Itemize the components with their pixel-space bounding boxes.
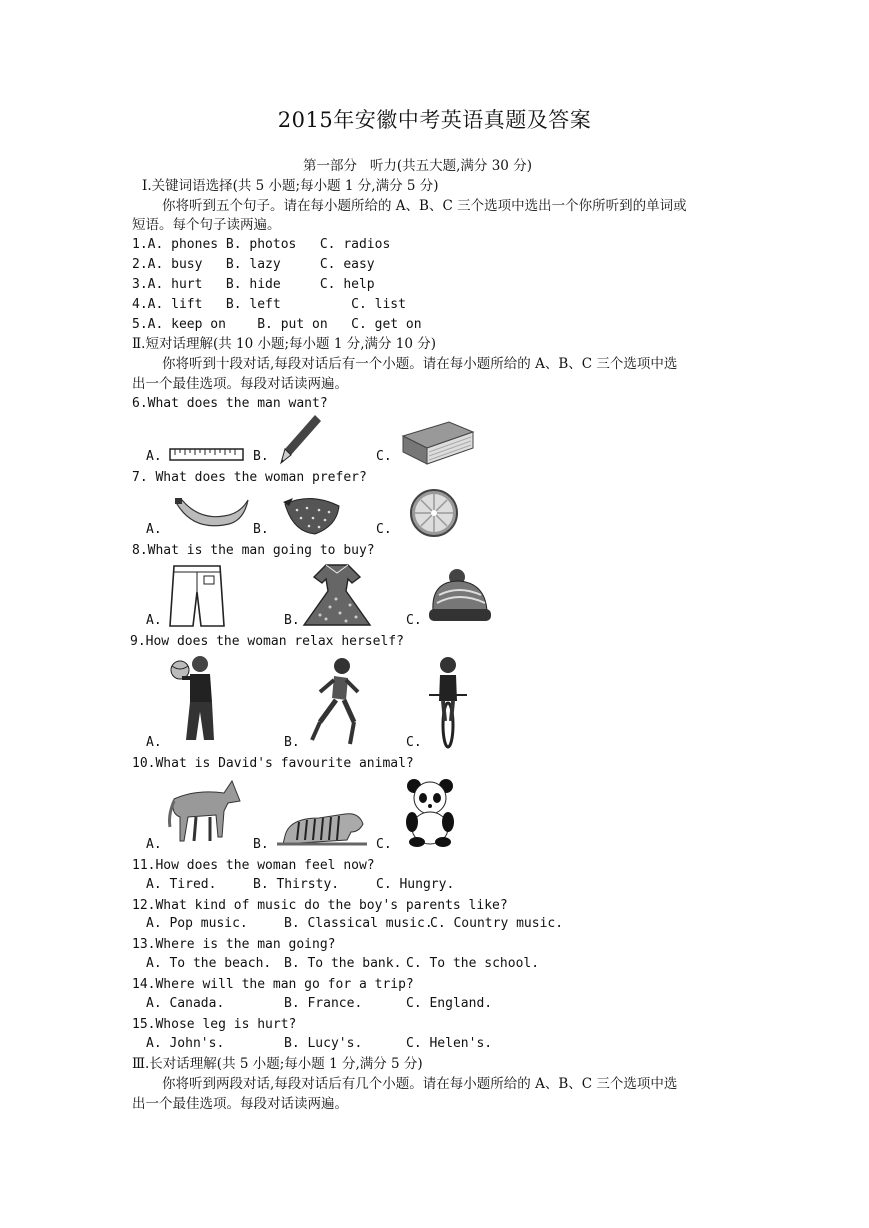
question-15-option-c: C. Helen's. xyxy=(406,1036,493,1051)
running-girl-icon xyxy=(306,656,366,748)
pencil-icon xyxy=(277,413,323,465)
tiger-icon xyxy=(275,800,369,848)
section-1-instructions: 你将听到五个句子。请在每小题所给的 A、B、C 三个选项中选出一个你所听到的单词或 xyxy=(162,198,687,214)
part-header: 第一部分 听力(共五大题,满分 30 分) xyxy=(303,158,532,174)
option-b-label: B. xyxy=(253,837,269,852)
question-13: 13.Where is the man going? xyxy=(132,937,336,952)
book-icon xyxy=(399,418,475,466)
page-title: 2015年安徽中考英语真题及答案 xyxy=(277,108,592,132)
question-12: 12.What kind of music do the boy's parents like? xyxy=(132,898,508,913)
ruler-icon xyxy=(169,448,245,462)
orange-icon xyxy=(408,488,460,538)
question-14: 14.Where will the man go for a trip? xyxy=(132,977,414,992)
question-3: 3.A. hurt B. hide C. help xyxy=(132,277,375,292)
option-b-label: B. xyxy=(284,735,300,750)
section-2-instructions-cont: 出一个最佳选项。每段对话读两遍。 xyxy=(132,376,348,392)
cycling-girl-icon xyxy=(427,655,469,749)
question-10: 10.What is David's favourite animal? xyxy=(132,756,414,771)
question-11-option-b: B. Thirsty. xyxy=(253,877,340,892)
option-a-label: A. xyxy=(146,735,162,750)
option-a-label: A. xyxy=(146,522,162,537)
question-9: 9.How does the woman relax herself? xyxy=(130,634,404,649)
hat-icon xyxy=(427,567,493,625)
section-2-heading: Ⅱ.短对话理解(共 10 小题;每小题 1 分,满分 10 分) xyxy=(132,336,437,352)
basketball-girl-icon xyxy=(168,652,224,748)
section-2-instructions: 你将听到十段对话,每段对话后有一个小题。请在每小题所给的 A、B、C 三个选项中选 xyxy=(162,356,678,372)
question-1: 1.A. phones B. photos C. radios xyxy=(132,237,391,252)
shorts-icon xyxy=(168,562,226,630)
panda-icon xyxy=(403,778,457,848)
option-c-label: C. xyxy=(376,449,392,464)
option-a-label: A. xyxy=(146,449,162,464)
dress-icon xyxy=(300,561,374,629)
option-b-label: B. xyxy=(284,613,300,628)
section-3-heading: Ⅲ.长对话理解(共 5 小题;每小题 1 分,满分 5 分) xyxy=(132,1056,423,1072)
section-1-heading: Ⅰ.关键词语选择(共 5 小题;每小题 1 分,满分 5 分) xyxy=(142,178,439,194)
question-12-option-b: B. Classical music. xyxy=(284,916,433,931)
question-15-option-a: A. John's. xyxy=(146,1036,225,1051)
wolf-icon xyxy=(166,775,242,849)
section-3-instructions-cont: 出一个最佳选项。每段对话读两遍。 xyxy=(132,1096,348,1112)
question-13-option-c: C. To the school. xyxy=(406,956,540,971)
option-a-label: A. xyxy=(146,837,162,852)
question-11-option-a: A. Tired. xyxy=(146,877,217,892)
question-14-option-b: B. France. xyxy=(284,996,363,1011)
question-11-option-c: C. Hungry. xyxy=(376,877,455,892)
option-c-label: C. xyxy=(376,522,392,537)
section-1-instructions-cont: 短语。每个句子读两遍。 xyxy=(132,217,281,233)
question-12-option-c: C. Country music. xyxy=(430,916,564,931)
question-14-option-a: A. Canada. xyxy=(146,996,225,1011)
option-b-label: B. xyxy=(253,522,269,537)
question-13-option-b: B. To the bank. xyxy=(284,956,402,971)
question-15-option-b: B. Lucy's. xyxy=(284,1036,363,1051)
option-c-label: C. xyxy=(406,735,422,750)
question-5: 5.A. keep on B. put on C. get on xyxy=(132,317,422,332)
question-6: 6.What does the man want? xyxy=(132,396,328,411)
question-14-option-c: C. England. xyxy=(406,996,493,1011)
question-2: 2.A. busy B. lazy C. easy xyxy=(132,257,375,272)
banana-icon xyxy=(174,494,250,534)
option-c-label: C. xyxy=(376,837,392,852)
question-12-option-a: A. Pop music. xyxy=(146,916,248,931)
question-13-option-a: A. To the beach. xyxy=(146,956,272,971)
question-7: 7. What does the woman prefer? xyxy=(132,470,367,485)
question-11: 11.How does the woman feel now? xyxy=(132,858,375,873)
question-8: 8.What is the man going to buy? xyxy=(132,543,375,558)
strawberry-icon xyxy=(279,490,343,536)
question-15: 15.Whose leg is hurt? xyxy=(132,1017,297,1032)
section-3-instructions: 你将听到两段对话,每段对话后有几个小题。请在每小题所给的 A、B、C 三个选项中选 xyxy=(162,1076,678,1092)
option-a-label: A. xyxy=(146,613,162,628)
option-b-label: B. xyxy=(253,449,269,464)
option-c-label: C. xyxy=(406,613,422,628)
question-4: 4.A. lift B. left C. list xyxy=(132,297,406,312)
